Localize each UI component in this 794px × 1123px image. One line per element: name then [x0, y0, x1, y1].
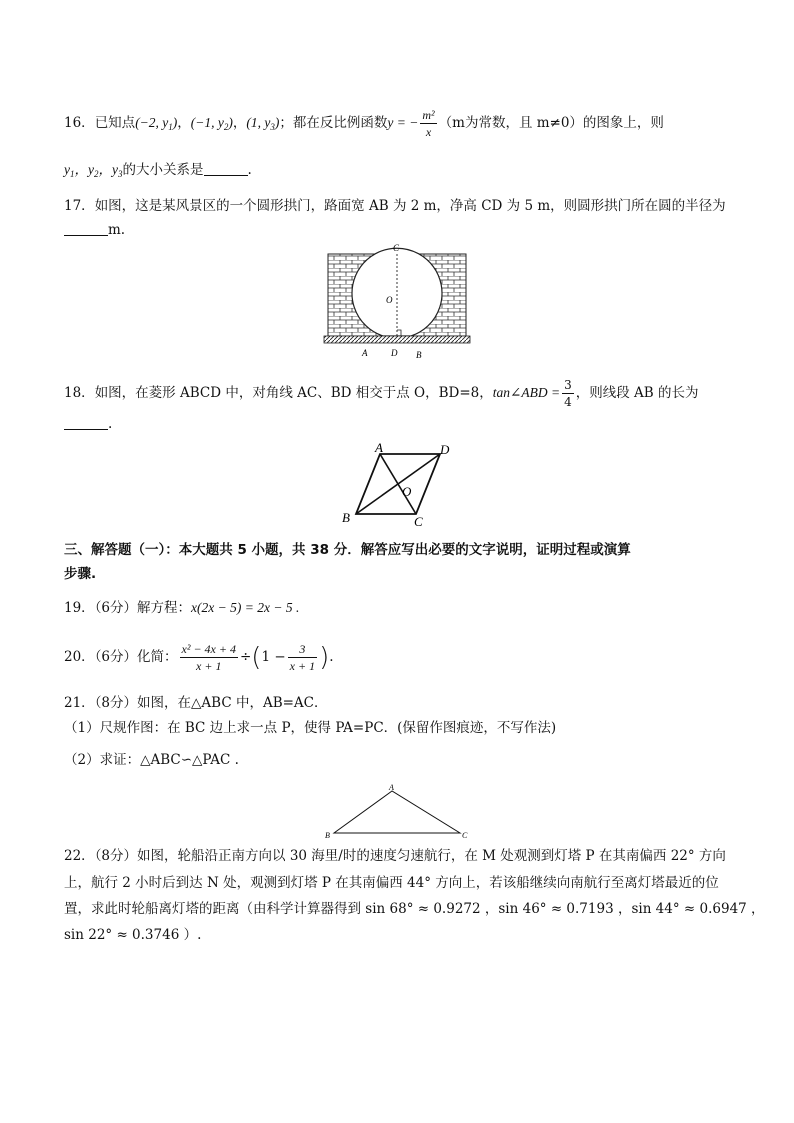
label-A: A [362, 348, 368, 358]
q20-text: （6分）化简： [94, 649, 178, 665]
q18-line2 [64, 414, 112, 434]
q17-arch-figure [322, 244, 472, 362]
q17-unit: m. [108, 222, 126, 238]
q19-equation: x(2x − 5) = 2x − 5 . [191, 600, 300, 615]
q22-line2: 上，航行 2 小时后到达 N 处，观测到灯塔 P 在其南偏西 44° 方向上，若该船继续向南航行至离灯塔最近的位 [64, 875, 719, 891]
q16-line2-text: 的大小关系是 [122, 162, 204, 178]
q22-line3: 置，求此时轮船离灯塔的距离（由科学计算器得到 sin 68° ≈ 0.9272 ，sin 46° ≈ 0.7193 ，sin 44° ≈ 0.6947 ， [64, 901, 765, 917]
q16-point2: (−1, $y_2$) [190, 115, 233, 132]
q16-period: . [247, 162, 252, 178]
q18-fraction: $\frac{3}{4}$ [564, 378, 572, 409]
q16-line2 [64, 160, 252, 184]
q19 [64, 598, 299, 618]
q18-period: . [108, 416, 113, 432]
q21-part2: （2）求证：△ABC∽△PAC . [64, 752, 239, 768]
q17-number: 17． [64, 198, 95, 214]
q22-line1-text: （8分）如图，轮船沿正南方向以 30 海里/时的速度匀速航行，在 M 处观测到灯塔 P 在其南偏西 22° 方向 [94, 848, 726, 864]
q17-answer-blank [64, 223, 108, 236]
label-C: C [414, 514, 423, 529]
q20: 20．（6分）化简： $\frac{\text{x² − 4x + 4}}{x + 1}$ ÷(1 − $\frac{3}{x + 1}$ ). [64, 642, 334, 673]
label-D: D [391, 348, 398, 358]
q19-number: 19． [64, 600, 95, 616]
q20-fraction1: $\frac{\text{x² − 4x + 4}}{x + 1}$ [181, 642, 236, 673]
label-D: D [440, 442, 450, 457]
label-A: A [375, 440, 383, 455]
label-B: B [325, 831, 330, 840]
q17-line1 [64, 196, 726, 216]
q16-text-b: 都在反比例函数 [292, 115, 388, 131]
q16-vars: $y_1$，$y_2$，$y_3$ [64, 162, 123, 179]
section3-heading: 三、解答题（一）：本大题共 5 小题，共 38 分．解答应写出必要的文字说明，证明过程或演算 [64, 542, 631, 558]
q22-number: 22． [64, 848, 95, 864]
q18-tan: tan∠ABD = [492, 385, 561, 400]
q22-line1 [64, 846, 726, 866]
q18-line1 [64, 377, 698, 410]
q21-text: （8分）如图，在△ABC 中，AB=AC． [94, 695, 328, 711]
q16-answer-blank [204, 163, 248, 176]
q21-number: 21． [64, 695, 95, 711]
q16-function: y = − [387, 115, 419, 130]
q16-point3: (1, $y_3$) [246, 115, 280, 132]
q18-text-a: 如图，在菱形 ABCD 中，对角线 AC、BD 相交于点 O，BD=8， [94, 385, 493, 401]
label-O: O [402, 484, 412, 499]
section3-heading-cont: 步骤. [64, 566, 97, 582]
q16-fraction: $\frac{\text{m²}}{x}$ [422, 108, 435, 139]
q20-one-minus: 1 − [261, 649, 286, 665]
q21 [64, 693, 328, 713]
q18-text-b: ，则线段 AB 的长为 [575, 385, 699, 401]
q22-line4: sin 22° ≈ 0.3746 ）. [64, 927, 202, 943]
q20-divide: ÷ [239, 649, 252, 665]
q16-text-c: （m为常数，且 m≠0）的图象上，则 [438, 115, 664, 131]
q18-number: 18． [64, 385, 95, 401]
q21-part1: （1）尺规作图：在 BC 边上求一点 P，使得 PA=PC．(保留作图痕迹，不写作法) [64, 720, 557, 736]
label-O: O [386, 295, 393, 305]
q17-text: 如图，这是某风景区的一个圆形拱门，路面宽 AB 为 2 m，净高 CD 为 5 m，则圆形拱门所在圆的半径为 [94, 198, 726, 214]
q17-line2 [64, 220, 125, 240]
label-B: B [416, 350, 422, 360]
label-A: A [389, 783, 394, 792]
q20-number: 20． [64, 649, 95, 665]
q18-answer-blank [64, 417, 108, 430]
q19-text: （6分）解方程： [94, 600, 192, 616]
label-B: B [342, 510, 350, 525]
q16-number: 16． [64, 115, 95, 131]
label-C: C [462, 831, 468, 840]
q16-text-a: 已知点 [94, 115, 136, 131]
q16-line1: 16．已知点(−2, $y_1$)，(−1, $y_2$)，(1, $y_3$)；都在反比例函数y = − $\frac{\text{m²}}{x}$ （m为常数，且 m≠0）的图象上，则 [64, 108, 664, 139]
q16-point1: (−2, $y_1$) [135, 115, 178, 132]
q20-period: . [329, 649, 334, 665]
q20-fraction2: $\frac{3}{x + 1}$ [289, 642, 316, 673]
q21-triangle-figure [322, 783, 472, 841]
label-C: C [393, 244, 400, 253]
q18-rhombus-figure [338, 440, 456, 532]
